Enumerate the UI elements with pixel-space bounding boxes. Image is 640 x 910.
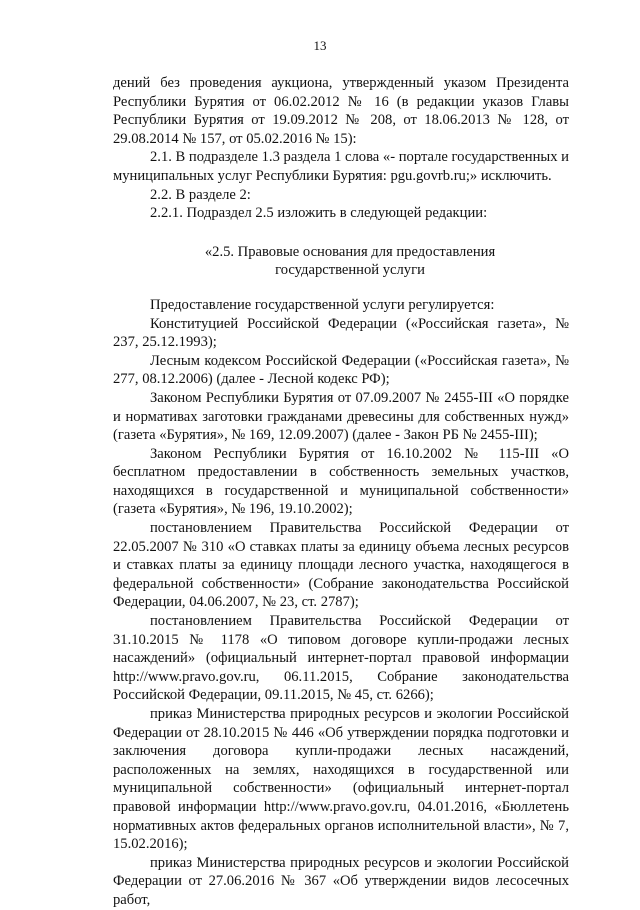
section-heading-line-1: «2.5. Правовые основания для предоставления bbox=[204, 243, 496, 260]
paragraph: 2.2. В разделе 2: bbox=[150, 186, 251, 203]
paragraph: постановлением Правительства Российской Федерации от 31.10.2015 № 1178 «О типовом договоре купли-продажи лесных насаждений» (официальный интернет-портал правовой информации http://www.pravo.gov.ru, 06.11.2015, Собрание законодательства Российской Федерации, 09.11.2015, № 45, ст. 6266); bbox=[113, 613, 569, 704]
page-number: 13 bbox=[313, 38, 327, 53]
paragraph: 2.1. В подразделе 1.3 раздела 1 слова «- портале государственных и муниципальных услуг Республики Бурятия: pgu.govrb.ru;» исключить. bbox=[113, 149, 569, 184]
paragraph: постановлением Правительства Российской Федерации от 22.05.2007 № 310 «О ставках платы за единицу объема лесных ресурсов и ставках платы за единицу площади лесного участка, находящегося в федеральной собственности» (Собрание законодательства Российской Федерации, 04.06.2007, № 23, ст. 2787); bbox=[113, 520, 569, 611]
paragraph: Законом Республики Бурятия от 07.09.2007 № 2455-III «О порядке и нормативах заготовки гражданами древесины для собственных нужд» (газета «Бурятия», № 169, 12.09.2007) (далее - Закон РБ № 2455-III); bbox=[113, 389, 569, 444]
paragraph: приказ Министерства природных ресурсов и экологии Российской Федерации от 27.06.2016 № 367 «Об утверждении видов лесосечных работ, bbox=[113, 854, 569, 908]
paragraph: дений без проведения аукциона, утвержденный указом Президента Республики Бурятия от 06.02.2012 № 16 (в редакции указов Главы Республики Бурятия от 19.09.2012 № 208, от 18.06.2013 № 128, от 29.08.2014 № 157, от 05.02.2016 № 15): bbox=[113, 75, 569, 147]
section-heading-line-2: государственной услуги bbox=[275, 262, 425, 279]
legal-basis-paragraphs bbox=[113, 296, 569, 910]
document-body bbox=[113, 74, 569, 910]
paragraph: 2.2.1. Подраздел 2.5 изложить в следующей редакции: bbox=[150, 205, 488, 222]
paragraph: приказ Министерства природных ресурсов и экологии Российской Федерации от 28.10.2015 № 446 «Об утверждении порядка подготовки и заключения договора купли-продажи лесных насаждений, расположенных на землях, находящихся в государственной или муниципальной собственности» (официальный интернет-портал правовой информации http://www.pravo.gov.ru, 04.01.2016, «Бюллетень нормативных актов федеральных органов исполнительной власти», № 7, 15.02.2016); bbox=[113, 706, 569, 853]
paragraph: Предоставление государственной услуги регулируется: bbox=[150, 296, 495, 313]
paragraph: Лесным кодексом Российской Федерации («Российская газета», № 277, 08.12.2006) (далее - Лесной кодекс РФ); bbox=[113, 352, 569, 388]
intro-paragraphs bbox=[113, 74, 569, 223]
paragraph: Законом Республики Бурятия от 16.10.2002 № 115-III «О бесплатном предоставлении в собственность земельных участков, находящихся в государственной и муниципальной собственности» (газета «Бурятия», № 196, 19.10.2002); bbox=[113, 445, 569, 518]
section-heading bbox=[113, 243, 569, 280]
paragraph: Конституцией Российской Федерации («Российская газета», № 237, 25.12.1993); bbox=[113, 315, 569, 351]
